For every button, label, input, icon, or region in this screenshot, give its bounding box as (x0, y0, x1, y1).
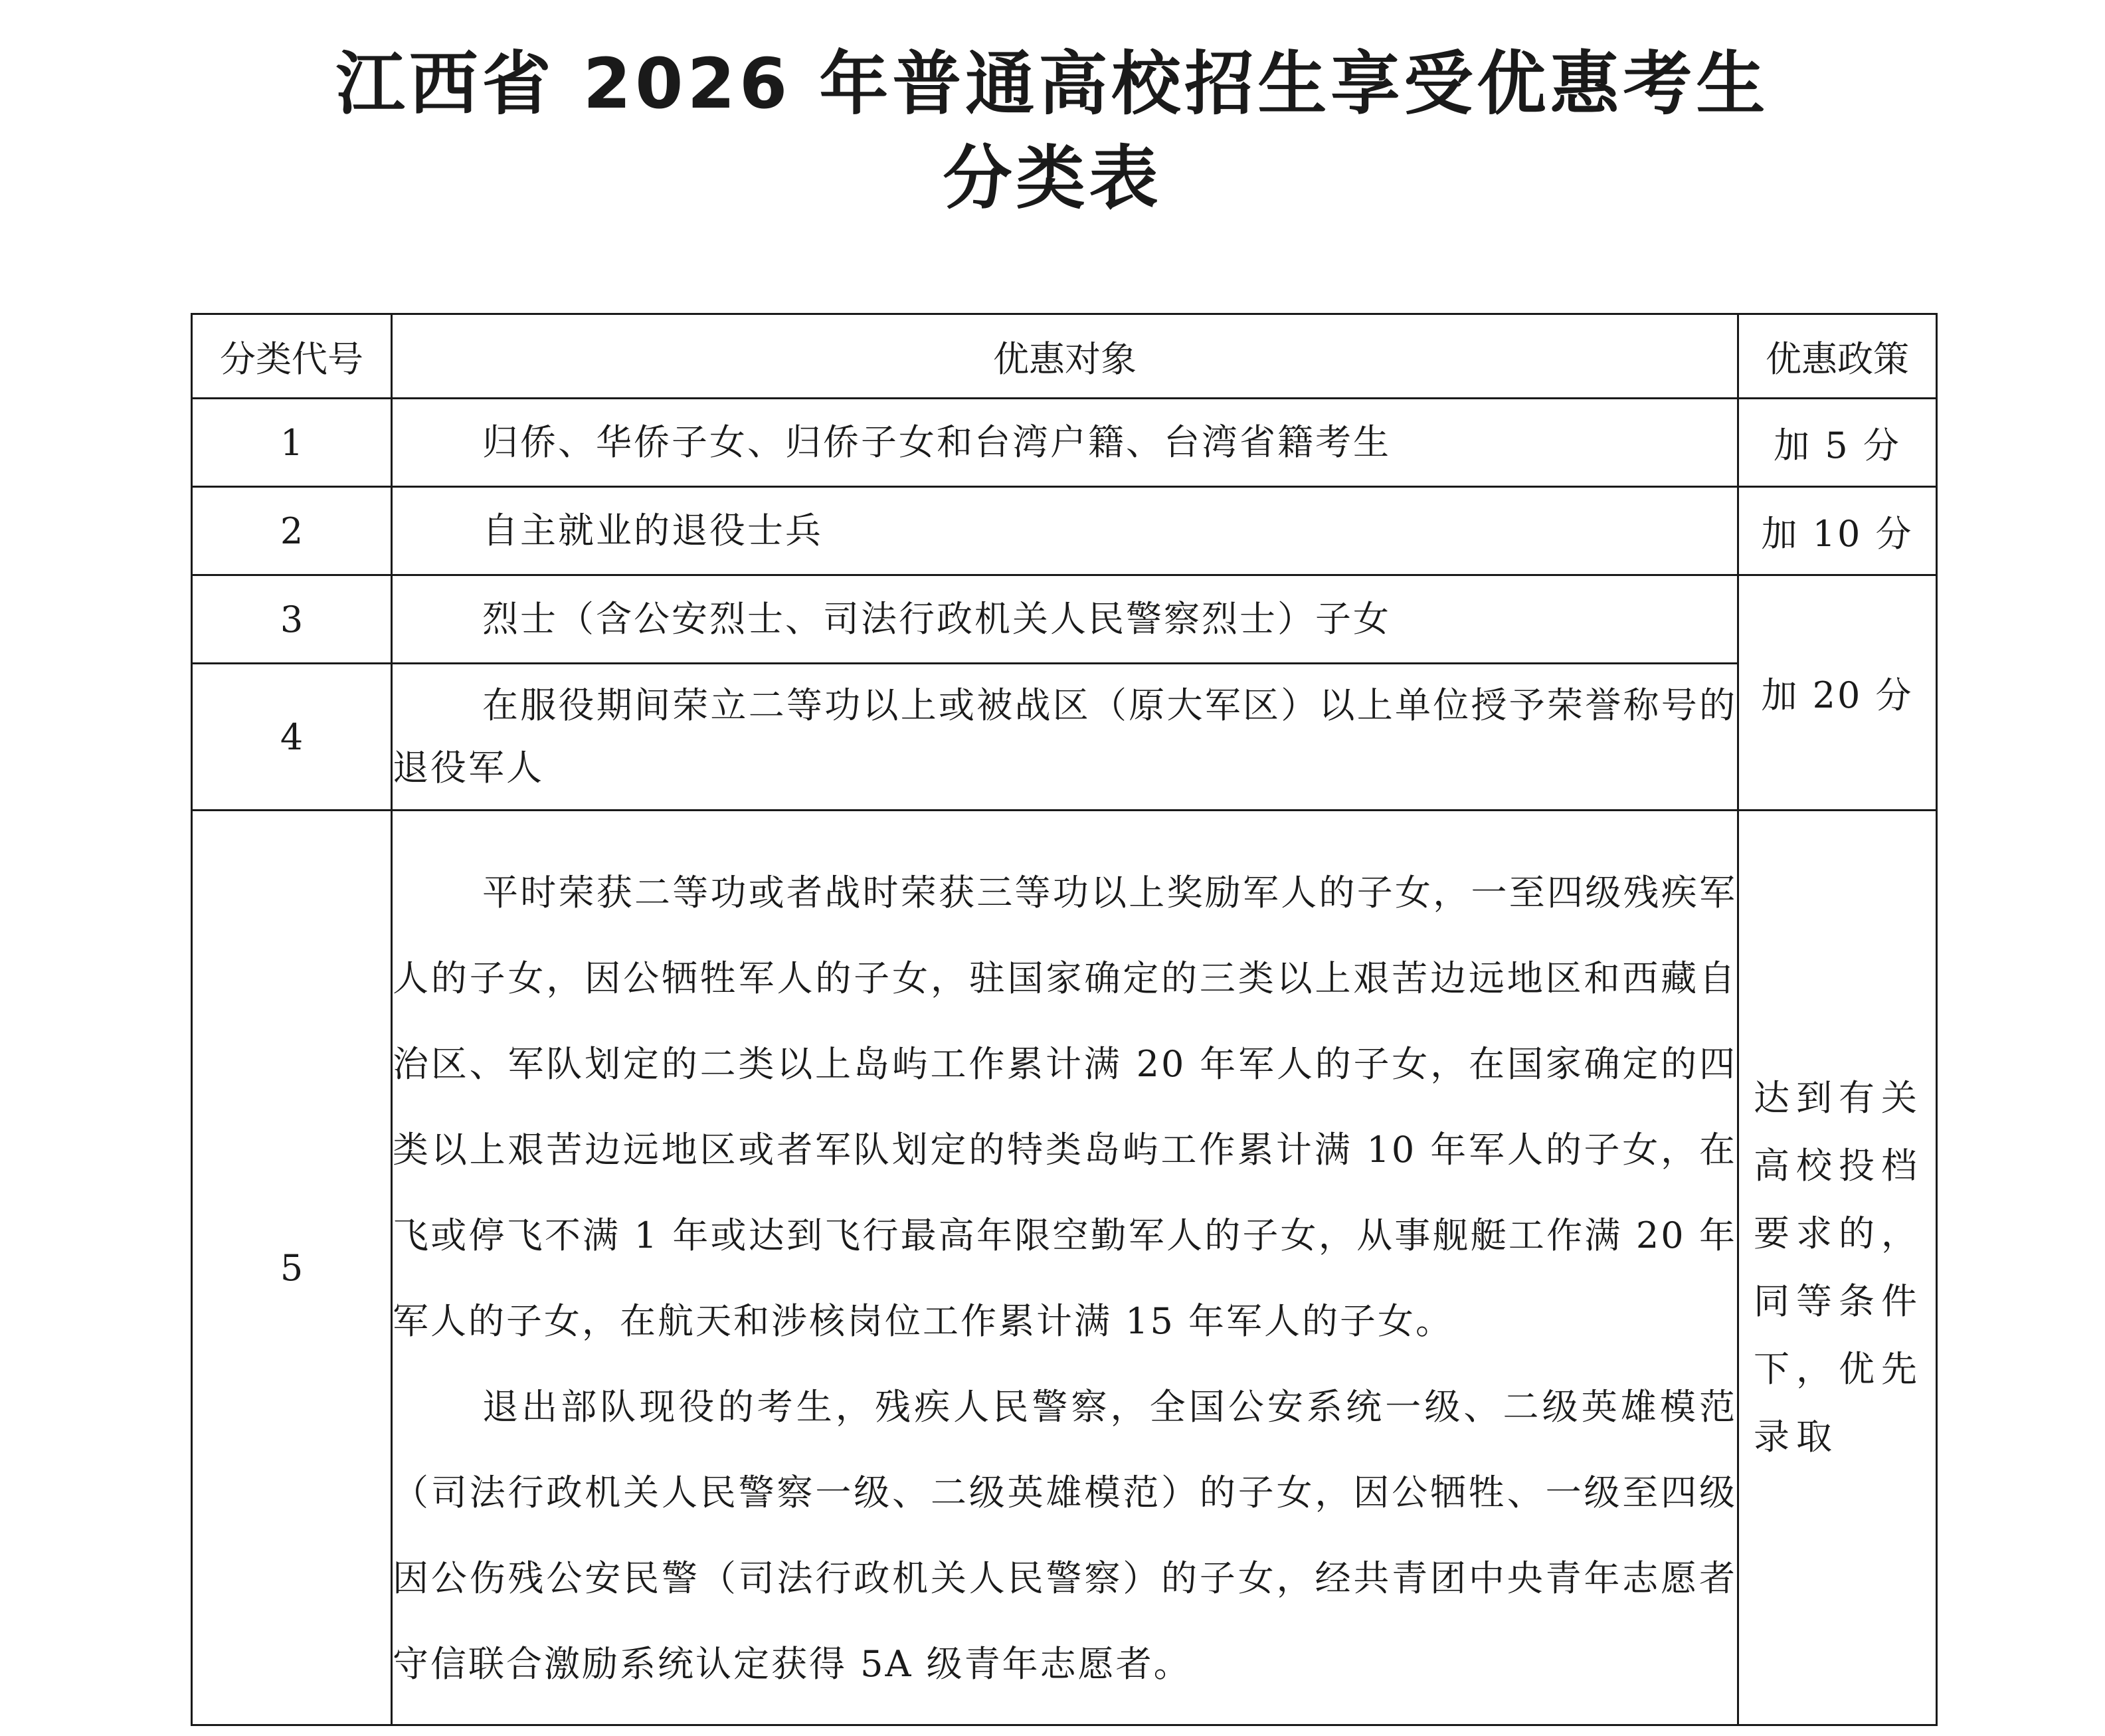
category-code: 5 (192, 811, 392, 1725)
document-title-line-1: 江西省 2026 年普通高校招生享受优惠考生 (335, 43, 1770, 124)
table-row (192, 664, 1937, 811)
category-code: 4 (192, 664, 392, 811)
policy-cell-merged: 加 20 分 (1738, 575, 1937, 811)
document-title-line-2: 分类表 (943, 138, 1162, 219)
beneficiary-text: 归侨、华侨子女、归侨子女和台湾户籍、台湾省籍考生 (482, 421, 1391, 463)
category-code: 1 (192, 399, 392, 487)
table-row (192, 487, 1937, 575)
beneficiary-text: 烈士（含公安烈士、司法行政机关人民警察烈士）子女 (482, 598, 1391, 640)
beneficiary-cell (392, 575, 1738, 664)
classification-table (191, 313, 1938, 1726)
beneficiary-cell (392, 811, 1738, 1725)
category-code: 2 (192, 487, 392, 575)
table-row (192, 811, 1937, 1725)
category-code: 3 (192, 575, 392, 664)
policy-cell: 达到有关高校投档要求的，同等条件下，优先录取 (1738, 811, 1937, 1725)
beneficiary-cell (392, 399, 1738, 487)
beneficiary-paragraph-2: 退出部队现役的考生，残疾人民警察，全国公安系统一级、二级英雄模范（司法行政机关人民警察一级、二级英雄模范）的子女，因公牺牲、一级至四级因公伤残公安民警（司法行政机关人民警察）的子女，经共青团中央青年志愿者守信联合激励系统认定获得 5A 级青年志愿者。 (393, 1386, 1737, 1685)
policy-cell: 加 10 分 (1738, 487, 1937, 575)
policy-cell: 加 5 分 (1738, 399, 1937, 487)
table-header-row (192, 314, 1937, 399)
table-row (192, 575, 1937, 664)
beneficiary-cell (392, 487, 1738, 575)
beneficiary-text: 在服役期间荣立二等功以上或被战区（原大军区）以上单位授予荣誉称号的退役军人 (393, 684, 1737, 789)
beneficiary-text: 自主就业的退役士兵 (482, 510, 823, 551)
header-beneficiary: 优惠对象 (392, 314, 1738, 399)
header-category-code: 分类代号 (192, 314, 392, 399)
beneficiary-paragraph-1: 平时荣获二等功或者战时荣获三等功以上奖励军人的子女，一至四级残疾军人的子女，因公牺牲军人的子女，驻国家确定的三类以上艰苦边远地区和西藏自治区、军队划定的二类以上岛屿工作累计满 20 年军人的子女，在国家确定的四类以上艰苦边远地区或者军队划定的特类岛屿工作累计满 10 年军人的子女，在飞或停飞不满 1 年或达到飞行最高年限空勤军人的子女，从事舰艇工作满 20 年军人的子女，在航天和涉核岗位工作累计满 15 年军人的子女。 (393, 872, 1737, 1342)
header-policy: 优惠政策 (1738, 314, 1937, 399)
beneficiary-cell (392, 664, 1738, 811)
table-row (192, 399, 1937, 487)
